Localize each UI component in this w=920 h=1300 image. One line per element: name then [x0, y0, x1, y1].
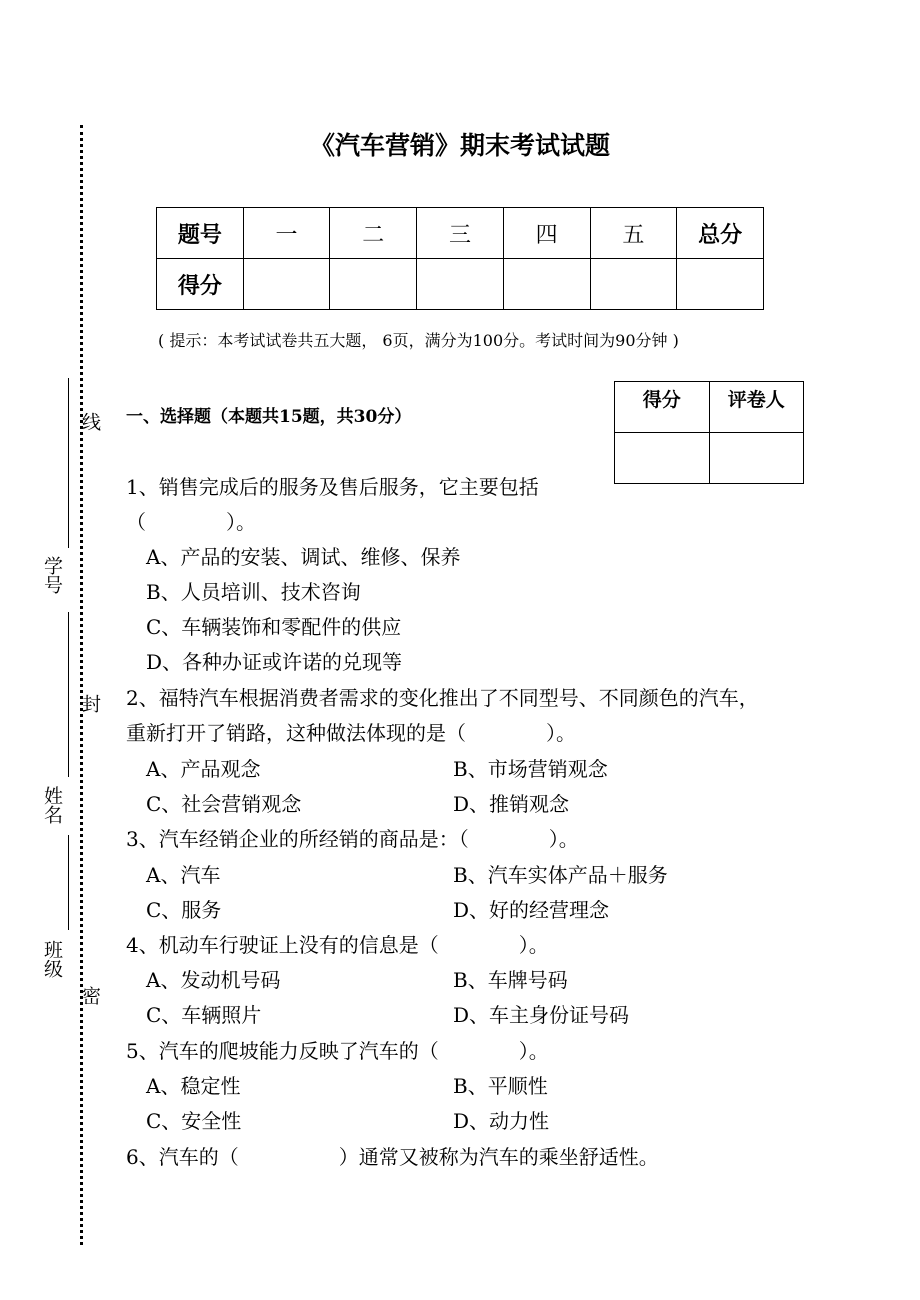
class-label: 班级	[41, 940, 63, 978]
name-label: 姓名	[41, 786, 63, 824]
question-5-option-a: A、稳定性	[146, 1074, 241, 1098]
score-header-cell: 总分	[677, 208, 764, 259]
score-cell[interactable]	[677, 259, 764, 310]
grader-score-label: 得分	[615, 382, 710, 433]
grader-name-cell[interactable]	[709, 433, 804, 484]
question-2-option-b: B、市场营销观念	[453, 757, 608, 781]
score-header-cell: 题号	[157, 208, 244, 259]
score-cell[interactable]	[243, 259, 330, 310]
question-2-option-a: A、产品观念	[146, 757, 261, 781]
question-5-stem: 5、汽车的爬坡能力反映了汽车的（ ）。	[126, 1039, 549, 1063]
score-table-score-row	[157, 259, 764, 310]
score-cell[interactable]	[417, 259, 504, 310]
question-5-option-c: C、安全性	[146, 1109, 242, 1133]
score-cell[interactable]	[590, 259, 677, 310]
question-6-stem: 6、汽车的（ ）通常又被称为汽车的乘坐舒适性。	[126, 1145, 659, 1169]
exam-hint: ( 提示：本考试试卷共五大题， 6页，满分为100分。考试时间为90分钟 )	[158, 331, 679, 350]
question-1-stem: 1、销售完成后的服务及售后服务，它主要包括	[126, 475, 539, 499]
grader-score-cell[interactable]	[615, 433, 710, 484]
question-4-option-d: D、车主身份证号码	[453, 1003, 630, 1027]
seal-feng-label: 封	[79, 694, 101, 713]
question-4-option-a: A、发动机号码	[146, 968, 281, 992]
question-5-option-b: B、平顺性	[453, 1074, 548, 1098]
grader-name-label: 评卷人	[709, 382, 804, 433]
question-4-stem: 4、机动车行驶证上没有的信息是（ ）。	[126, 933, 549, 957]
question-3-option-d: D、好的经营理念	[453, 898, 610, 922]
page-title: 《汽车营销》期末考试试题	[309, 131, 610, 160]
question-1-option-a: A、产品的安装、调试、维修、保养	[146, 545, 461, 569]
question-1-option-d: D、各种办证或许诺的兑现等	[146, 650, 403, 674]
score-header-cell: 四	[503, 208, 590, 259]
section-heading: 一、选择题（本题共15题，共30分）	[126, 407, 412, 427]
score-table	[156, 207, 764, 310]
grader-table	[614, 381, 804, 484]
score-header-cell: 一	[243, 208, 330, 259]
class-underline	[68, 835, 69, 930]
seal-mi-label: 密	[79, 986, 101, 1005]
question-1-option-b: B、人员培训、技术咨询	[146, 580, 361, 604]
question-1-option-c: C、车辆装饰和零配件的供应	[146, 615, 402, 639]
question-3-option-b: B、汽车实体产品＋服务	[453, 863, 668, 887]
question-1-blank: （ ）。	[126, 510, 256, 534]
question-3-option-a: A、汽车	[146, 863, 221, 887]
question-2-stem-cont: 重新打开了销路，这种做法体现的是（ ）。	[126, 721, 576, 745]
question-2-option-c: C、社会营销观念	[146, 792, 302, 816]
student-id-underline	[68, 378, 69, 548]
seal-xian-label: 线	[79, 412, 101, 431]
question-2-stem: 2、福特汽车根据消费者需求的变化推出了不同型号、不同颜色的汽车，	[126, 686, 759, 710]
question-4-option-c: C、车辆照片	[146, 1003, 262, 1027]
score-row-label: 得分	[157, 259, 244, 310]
score-cell[interactable]	[503, 259, 590, 310]
score-header-cell: 三	[417, 208, 504, 259]
score-cell[interactable]	[330, 259, 417, 310]
score-header-cell: 二	[330, 208, 417, 259]
score-table-header-row	[157, 208, 764, 259]
question-4-option-b: B、车牌号码	[453, 968, 568, 992]
student-id-label: 学号	[41, 556, 63, 594]
question-5-option-d: D、动力性	[453, 1109, 550, 1133]
binding-dotted-line	[80, 125, 83, 1245]
score-header-cell: 五	[590, 208, 677, 259]
question-2-option-d: D、推销观念	[453, 792, 570, 816]
question-3-stem: 3、汽车经销企业的所经销的商品是：（ ）。	[126, 827, 579, 851]
question-3-option-c: C、服务	[146, 898, 222, 922]
name-underline	[68, 612, 69, 777]
